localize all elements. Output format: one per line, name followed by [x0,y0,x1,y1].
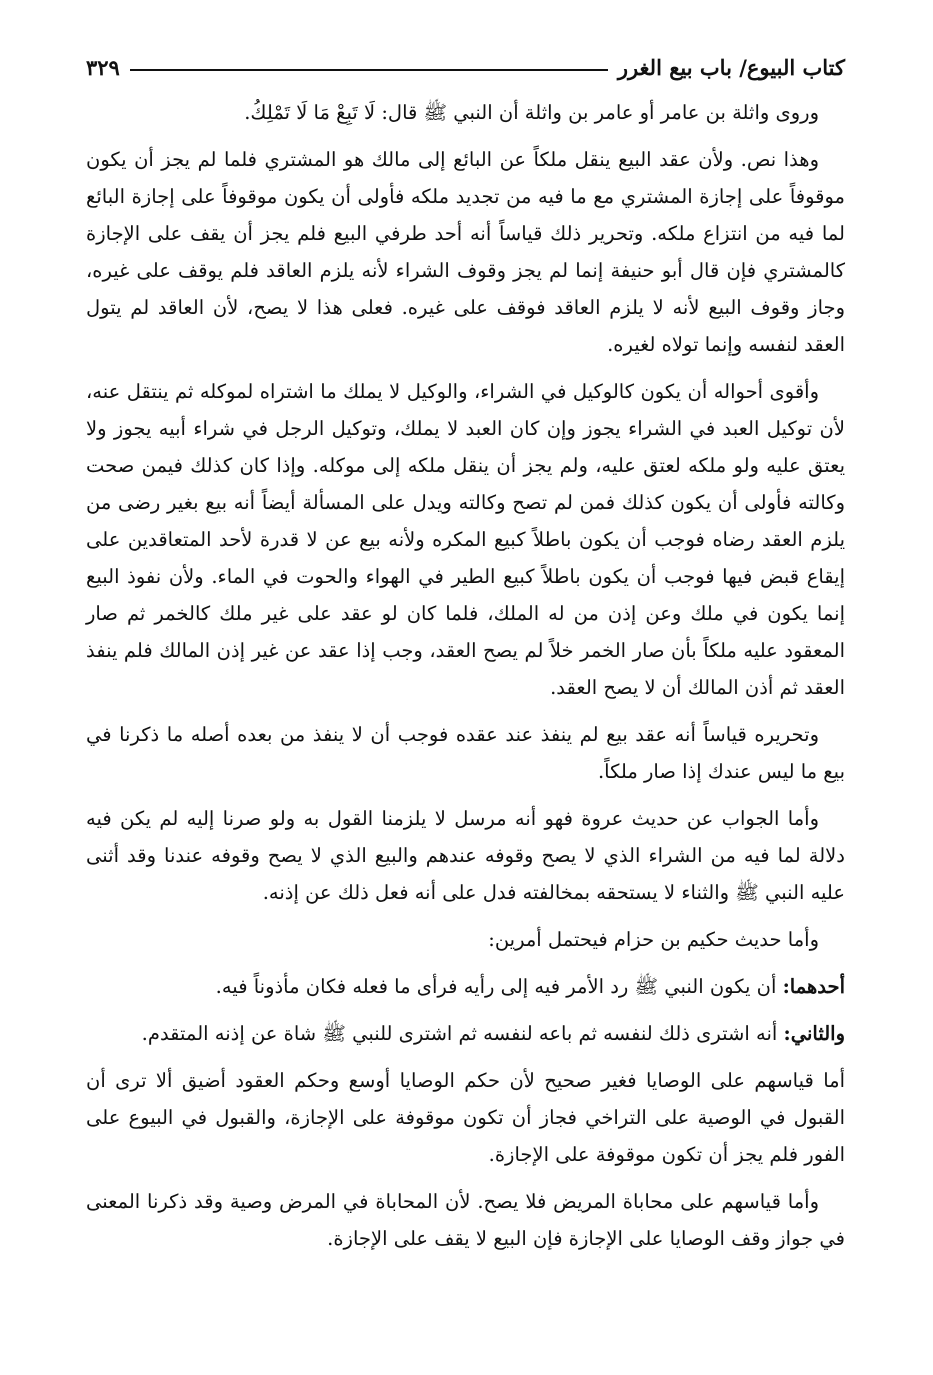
paragraph: وتحريره قياساً أنه عقد بيع لم ينفذ عند عقده فوجب أن لا ينفذ من بعده أصله ما ذكرنا في بيع ما ليس عندك إذا صار ملكاً. [86,723,845,783]
chapter-title: كتاب البيوع/ باب بيع الغرر [617,55,845,80]
paragraph: وأما الجواب عن حديث عروة فهو أنه مرسل لا يلزمنا القول به ولو صرنا إليه لم يكن فيه دلالة لما فيه من الشراء الذي لا يصح وقوفه عندهم والبيع الذي لا يصح وقوفه عندنا وقد أثنى عليه النبي ﷺ والثناء لا يستحقه بمخالفته فدل على أنه فعل ذلك عن إذنه. [86,807,845,904]
paragraph: وروى واثلة بن عامر أو عامر بن واثلة أن النبي ﷺ قال: لَا تَبِعْ مَا لَا تَمْلِكُ. [244,101,819,124]
paragraph: وهذا نص. ولأن عقد البيع ينقل ملكاً عن البائع إلى مالك هو المشتري فلما لم يجز أن يكون موقوفاً على إجازة المشتري مع ما فيه من تجديد ملكه فأولى أن يكون موقوفاً على إجازة البائع لما فيه من انتزاع ملكه. وتحرير ذلك قياساً أنه أحد طرفي البيع فلم يجز أن يقف على الإجازة كالمشتري فإن قال أبو حنيفة إنما لم يجز وقوف الشراء لأنه يلزم العاقد فلم يوقف على غيره، وجاز وقوف البيع لأنه لا يلزم العاقد فوقف على غيره. فعلى هذا لا يصح، لأن العاقد لم يتول العقد لنفسه وإنما تولاه لغيره. [86,148,845,356]
item-label: أحدهما: [782,975,845,998]
paragraph: وأقوى أحواله أن يكون كالوكيل في الشراء، والوكيل لا يملك ما اشتراه لموكله ثم ينتقل عنه، لأن توكيل العبد في الشراء يجوز وإن كان العبد لا يملك، وتوكيل الرجل في شراء أبيه يجوز ولا يعتق عليه ولو ملكه لعتق عليه، ولم يجز أن ينقل ملكه إلى موكله. وإذا كان كذلك فيمن صحت وكالته فأولى أن يكون كذلك فمن لم تصح وكالته ويدل على المسألة أيضاً أنه بيع بغير رضى من يلزم العقد رضاه فوجب أن يكون باطلاً كبيع المكره ولأنه بيع عن لا قدرة لأحد المتعاقدين على إيقاع قبض فيها فوجب أن يكون باطلاً كبيع الطير في الهواء والحوت في الماء. ولأن نفوذ البيع إنما يكون في ملك وعن إذن من له الملك، فلما كان لو عقد على غير ملك كالخمر ثم صار المعقود عليه ملكاً بأن صار الخمر خلاً لم يصح العقد، وجب إذا عقد عن غير إذن المالك فلم ينفذ العقد ثم أذن المالك أن لا يصح العقد. [86,380,845,699]
paragraph: أما قياسهم على الوصايا فغير صحيح لأن حكم الوصايا أوسع وحكم العقود أضيق ألا ترى أن القبول في الوصية على التراخي فجاز أن تكون موقوفة على الإجازة، والقبول في البيوع على الفور فلم يجز أن تكون موقوفة على الإجازة. [86,1069,845,1166]
page-number: ٣٢٩ [86,55,120,80]
body-text [86,94,845,1257]
paragraph: وأما قياسهم على محاباة المريض فلا يصح. لأن المحاباة في المرض وصية وقد ذكرنا المعنى في جواز وقف الوصايا على الإجازة فإن البيع لا يقف على الإجازة. [86,1190,845,1250]
paragraph: وأما حديث حكيم بن حزام فيحتمل أمرين: [488,928,819,951]
item-text: أنه اشترى ذلك لنفسه ثم باعه لنفسه ثم اشترى للنبي ﷺ شاة عن إذنه المتقدم. [141,1022,778,1045]
list-item [86,968,845,1005]
header-rule [130,69,608,71]
list-item [86,1015,845,1052]
item-label: والثاني: [783,1022,845,1045]
item-text: أن يكون النبي ﷺ رد الأمر فيه إلى رأيه فرأى ما فعله فكان مأذوناً فيه. [215,975,777,998]
running-head [86,55,845,80]
